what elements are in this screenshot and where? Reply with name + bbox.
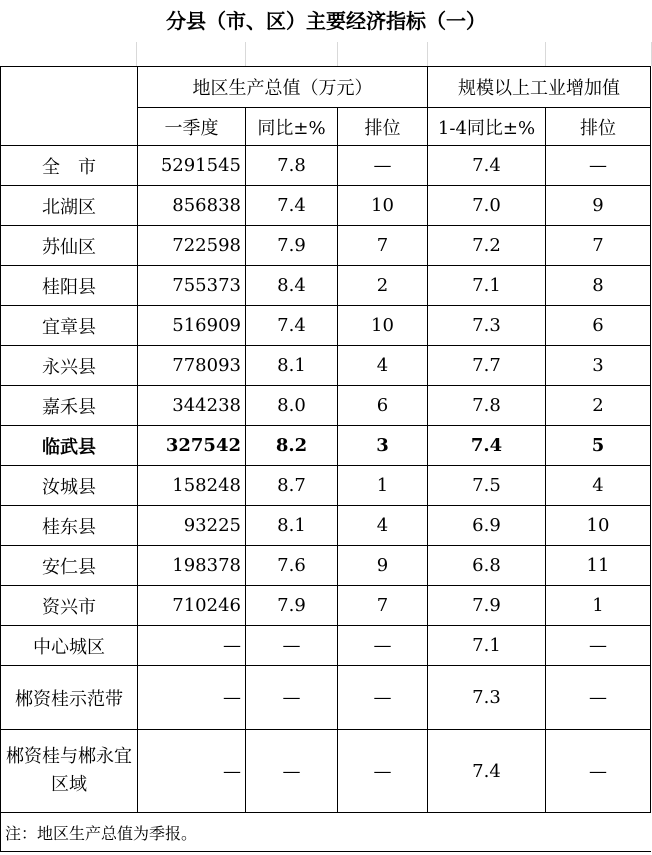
cell-ind-yoy: 7.7 <box>428 346 546 386</box>
cell-ind-yoy: 7.4 <box>428 426 546 466</box>
cell-gdp-rank: — <box>338 626 428 666</box>
cell-gdp-yoy: 8.1 <box>246 346 338 386</box>
cell-gdp-rank: 10 <box>338 306 428 346</box>
cell-gdp-yoy: 8.7 <box>246 466 338 506</box>
cell-ind-rank: — <box>546 666 651 730</box>
cell-gdp-yoy: — <box>246 730 338 813</box>
table-row <box>1 466 651 506</box>
table-row <box>1 226 651 266</box>
cell-name: 郴资桂示范带 <box>1 666 138 730</box>
cell-q1: 344238 <box>138 386 246 426</box>
gridline <box>545 42 546 66</box>
cell-q1: 710246 <box>138 586 246 626</box>
cell-ind-rank: 9 <box>546 186 651 226</box>
cell-gdp-yoy: 7.9 <box>246 586 338 626</box>
cell-ind-yoy: 7.8 <box>428 386 546 426</box>
cell-name: 北湖区 <box>1 186 138 226</box>
table-row <box>1 346 651 386</box>
cell-ind-rank: 3 <box>546 346 651 386</box>
table-row <box>1 666 651 730</box>
cell-name: 汝城县 <box>1 466 138 506</box>
cell-ind-rank: — <box>546 730 651 813</box>
cell-q1: 327542 <box>138 426 246 466</box>
table-title: 分县（市、区）主要经济指标（一） <box>166 9 486 33</box>
gridline <box>136 42 137 66</box>
header-gdp-group: 地区生产总值（万元） <box>138 67 428 108</box>
cell-gdp-rank: — <box>338 666 428 730</box>
footnote: 注：地区生产总值为季报。 <box>1 813 651 852</box>
cell-ind-rank: 8 <box>546 266 651 306</box>
cell-ind-yoy: 7.0 <box>428 186 546 226</box>
cell-ind-yoy: 7.2 <box>428 226 546 266</box>
cell-gdp-yoy: 7.4 <box>246 186 338 226</box>
table-row <box>1 546 651 586</box>
cell-name: 宜章县 <box>1 306 138 346</box>
header-ind-rank: 排位 <box>546 108 651 146</box>
cell-ind-rank: — <box>546 626 651 666</box>
cell-gdp-rank: 7 <box>338 586 428 626</box>
header-gdp-yoy: 同比±% <box>246 108 338 146</box>
cell-gdp-rank: — <box>338 730 428 813</box>
cell-gdp-yoy: 8.0 <box>246 386 338 426</box>
cell-ind-yoy: 7.4 <box>428 730 546 813</box>
cell-q1: 778093 <box>138 346 246 386</box>
header-industry-group: 规模以上工业增加值 <box>428 67 651 108</box>
gridline <box>337 42 338 66</box>
cell-name: 资兴市 <box>1 586 138 626</box>
cell-name: 中心城区 <box>1 626 138 666</box>
table-row <box>1 266 651 306</box>
blank-row <box>0 42 652 66</box>
cell-gdp-rank: 4 <box>338 346 428 386</box>
cell-ind-rank: 1 <box>546 586 651 626</box>
cell-gdp-rank: 4 <box>338 506 428 546</box>
cell-name: 嘉禾县 <box>1 386 138 426</box>
cell-ind-yoy: 7.9 <box>428 586 546 626</box>
cell-gdp-rank: 9 <box>338 546 428 586</box>
gridline <box>427 42 428 66</box>
table-row <box>1 386 651 426</box>
cell-ind-yoy: 7.5 <box>428 466 546 506</box>
cell-gdp-yoy: — <box>246 626 338 666</box>
cell-gdp-yoy: — <box>246 666 338 730</box>
cell-gdp-yoy: 7.9 <box>246 226 338 266</box>
cell-ind-rank: 6 <box>546 306 651 346</box>
cell-name: 安仁县 <box>1 546 138 586</box>
cell-ind-rank: — <box>546 146 651 186</box>
cell-ind-yoy: 7.1 <box>428 266 546 306</box>
table-row <box>1 506 651 546</box>
cell-name: 临武县 <box>1 426 138 466</box>
table-row <box>1 426 651 466</box>
cell-q1: 198378 <box>138 546 246 586</box>
cell-gdp-rank: 2 <box>338 266 428 306</box>
cell-gdp-yoy: 7.4 <box>246 306 338 346</box>
gridline <box>245 42 246 66</box>
cell-gdp-yoy: 7.6 <box>246 546 338 586</box>
header-region-blank <box>1 67 138 146</box>
cell-ind-rank: 2 <box>546 386 651 426</box>
cell-gdp-yoy: 7.8 <box>246 146 338 186</box>
cell-q1: — <box>138 626 246 666</box>
cell-gdp-rank: 10 <box>338 186 428 226</box>
cell-ind-rank: 5 <box>546 426 651 466</box>
table-row <box>1 186 651 226</box>
header-ind-yoy: 1-4同比±% <box>428 108 546 146</box>
cell-gdp-rank: 6 <box>338 386 428 426</box>
cell-gdp-yoy: 8.1 <box>246 506 338 546</box>
cell-q1: 722598 <box>138 226 246 266</box>
cell-gdp-rank: — <box>338 146 428 186</box>
cell-ind-rank: 7 <box>546 226 651 266</box>
cell-ind-yoy: 7.3 <box>428 666 546 730</box>
table-row <box>1 730 651 813</box>
cell-name: 永兴县 <box>1 346 138 386</box>
cell-q1: — <box>138 730 246 813</box>
cell-gdp-rank: 7 <box>338 226 428 266</box>
cell-ind-rank: 10 <box>546 506 651 546</box>
cell-q1: 158248 <box>138 466 246 506</box>
header-row-groups <box>1 67 651 108</box>
cell-ind-yoy: 7.1 <box>428 626 546 666</box>
cell-name: 苏仙区 <box>1 226 138 266</box>
cell-ind-rank: 11 <box>546 546 651 586</box>
cell-name: 桂东县 <box>1 506 138 546</box>
cell-q1: 93225 <box>138 506 246 546</box>
cell-q1: 5291545 <box>138 146 246 186</box>
cell-ind-yoy: 6.8 <box>428 546 546 586</box>
cell-q1: 516909 <box>138 306 246 346</box>
cell-gdp-yoy: 8.2 <box>246 426 338 466</box>
cell-ind-rank: 4 <box>546 466 651 506</box>
cell-q1: — <box>138 666 246 730</box>
cell-ind-yoy: 6.9 <box>428 506 546 546</box>
cell-name: 全 市 <box>1 146 138 186</box>
cell-name: 郴资桂与郴永宜区域 <box>1 730 138 813</box>
table-row <box>1 586 651 626</box>
cell-gdp-rank: 1 <box>338 466 428 506</box>
cell-gdp-yoy: 8.4 <box>246 266 338 306</box>
cell-q1: 755373 <box>138 266 246 306</box>
cell-name: 桂阳县 <box>1 266 138 306</box>
cell-ind-yoy: 7.3 <box>428 306 546 346</box>
table-row <box>1 626 651 666</box>
header-gdp-rank: 排位 <box>338 108 428 146</box>
header-q1: 一季度 <box>138 108 246 146</box>
table-row <box>1 146 651 186</box>
cell-ind-yoy: 7.4 <box>428 146 546 186</box>
table-row <box>1 306 651 346</box>
note-row <box>1 813 651 852</box>
cell-q1: 856838 <box>138 186 246 226</box>
cell-gdp-rank: 3 <box>338 426 428 466</box>
indicator-table <box>0 66 651 852</box>
